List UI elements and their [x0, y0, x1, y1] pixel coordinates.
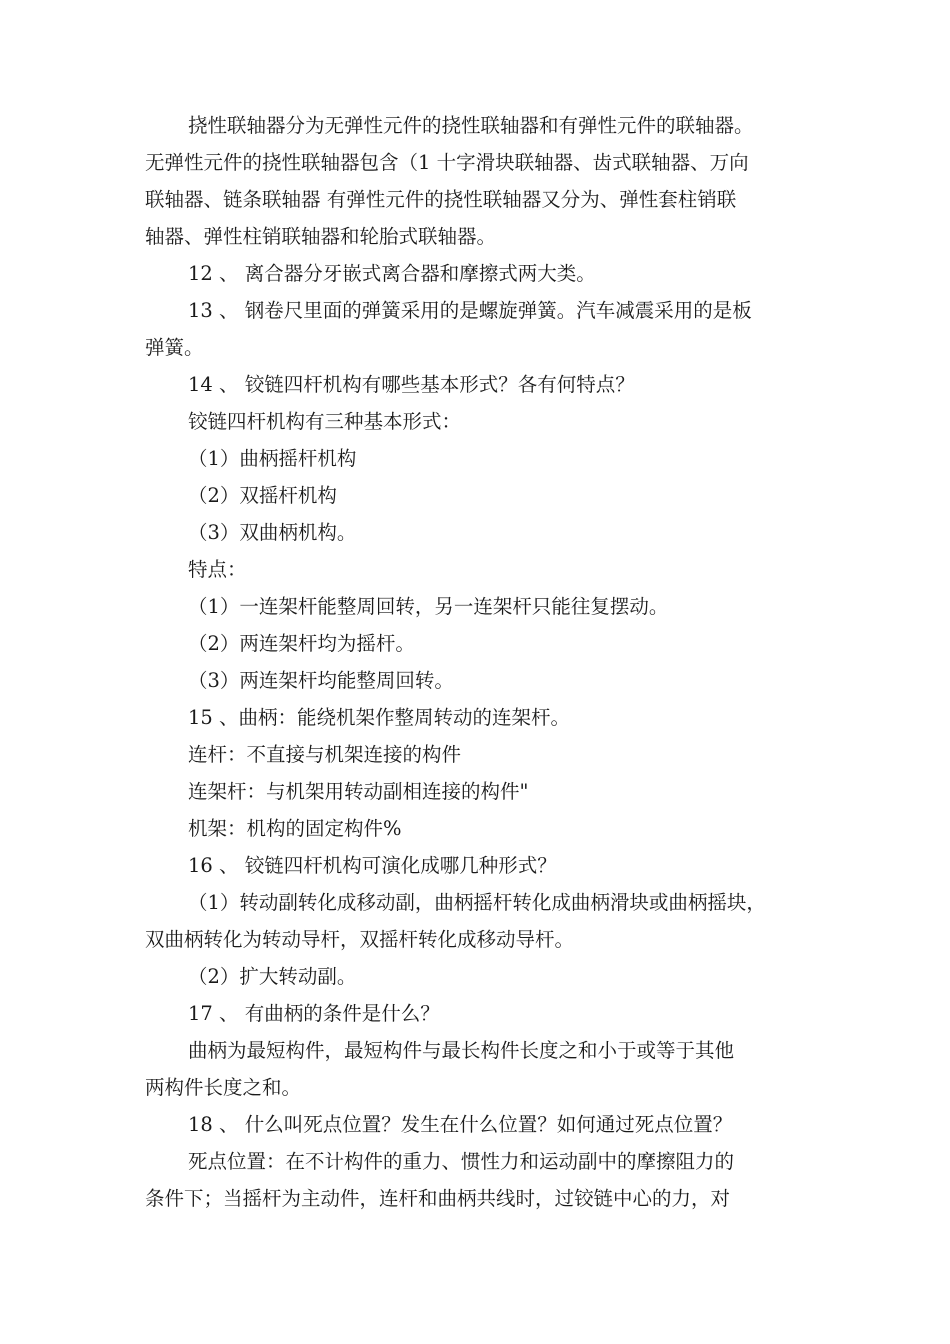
text-line: 联轴器、链条联轴器 有弹性元件的挠性联轴器又分为、弹性套柱销联	[145, 188, 737, 211]
text-line: 轴器、弹性柱销联轴器和轮胎式联轴器。	[145, 225, 497, 248]
text-line: （2）扩大转动副。	[188, 965, 357, 988]
text-line: 17 、 有曲柄的条件是什么？	[188, 1002, 440, 1025]
text-line: （1）曲柄摇杆机构	[188, 447, 357, 470]
text-line: 18 、 什么叫死点位置？发生在什么位置？如何通过死点位置？	[188, 1113, 733, 1136]
text-line: （3）两连架杆均能整周回转。	[188, 669, 454, 692]
text-line: 特点：	[188, 558, 247, 581]
text-line: （2）双摇杆机构	[188, 484, 337, 507]
text-line: 无弹性元件的挠性联轴器包含（1 十字滑块联轴器、齿式联轴器、万向	[145, 151, 749, 174]
text-line: 12 、 离合器分牙嵌式离合器和摩擦式两大类。	[188, 262, 596, 285]
text-line: （3）双曲柄机构。	[188, 521, 357, 544]
text-line: 弹簧。	[145, 336, 204, 359]
text-line: 两构件长度之和。	[145, 1076, 302, 1099]
text-line: （1）一连架杆能整周回转，另一连架杆只能往复摆动。	[188, 595, 669, 618]
text-line: 条件下；当摇杆为主动件，连杆和曲柄共线时，过铰链中心的力，对	[145, 1187, 731, 1210]
text-line: 死点位置：在不计构件的重力、惯性力和运动副中的摩擦阻力的	[188, 1150, 735, 1173]
text-line: 挠性联轴器分为无弹性元件的挠性联轴器和有弹性元件的联轴器。	[188, 114, 754, 137]
text-line: 14 、 铰链四杆机构有哪些基本形式？各有何特点？	[188, 373, 635, 396]
text-line: 连杆：不直接与机架连接的构件	[188, 743, 462, 766]
text-line: 连架杆：与机架用转动副相连接的构件"	[188, 780, 529, 803]
text-line: 双曲柄转化为转动导杆，双摇杆转化成移动导杆。	[145, 928, 575, 951]
text-line: 13 、 钢卷尺里面的弹簧采用的是螺旋弹簧。汽车减震采用的是板	[188, 299, 752, 322]
text-line: 16 、 铰链四杆机构可演化成哪几种形式？	[188, 854, 557, 877]
text-line: （2）两连架杆均为摇杆。	[188, 632, 415, 655]
text-line: 铰链四杆机构有三种基本形式：	[188, 410, 462, 433]
text-line: 机架：机构的固定构件%	[188, 817, 402, 840]
text-line: （1）转动副转化成移动副，曲柄摇杆转化成曲柄滑块或曲柄摇块，	[188, 891, 766, 914]
text-line: 曲柄为最短构件，最短构件与最长构件长度之和小于或等于其他	[188, 1039, 735, 1062]
text-line: 15 、曲柄：能绕机架作整周转动的连架杆。	[188, 706, 571, 729]
